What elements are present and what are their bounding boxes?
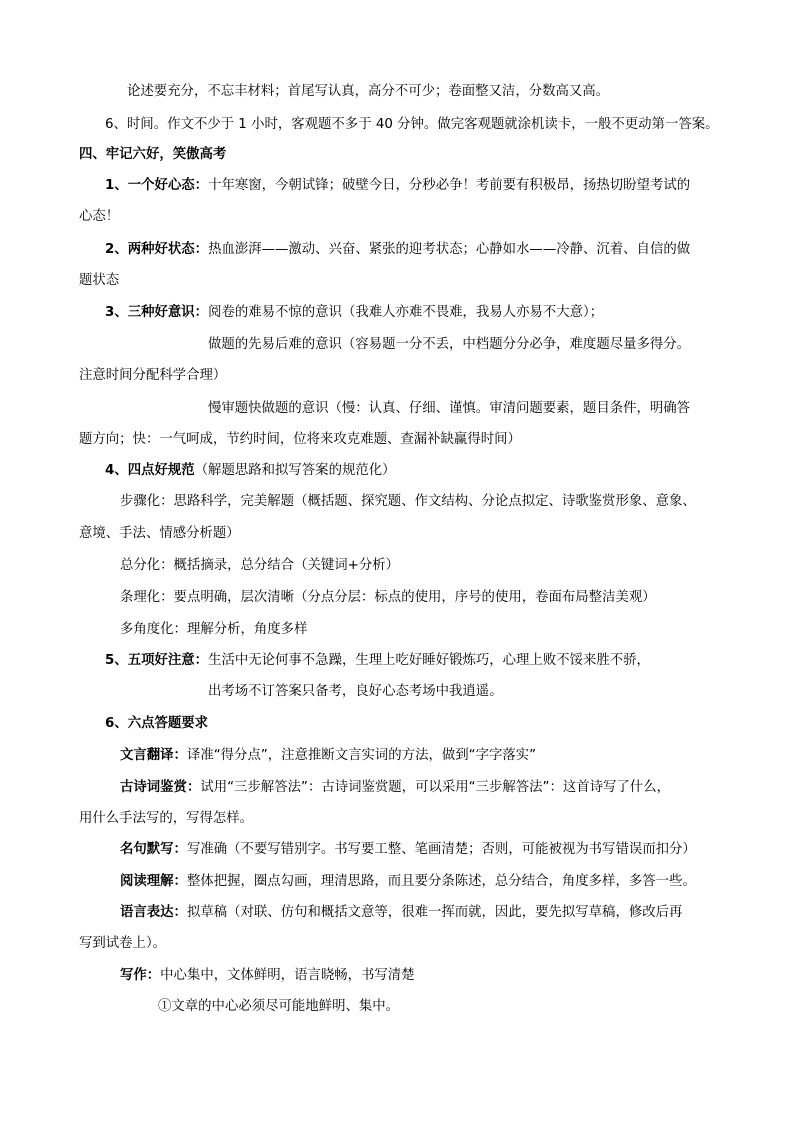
item-text: 译准“得分点”，注意推断文言实词的方法，做到“字字落实” [186, 748, 537, 763]
item-text: 写准确（不要写错别字。书写要工整、笔画清楚；否则，可能被视为书写错误而扣分） [186, 842, 696, 857]
item-heading: 5、五项好注意： [105, 653, 209, 668]
text-line [105, 462, 396, 480]
text-line [120, 967, 415, 985]
item-heading: 名句默写： [120, 842, 187, 857]
text-line [105, 241, 690, 259]
text-line [120, 747, 536, 765]
text-line: 题状态 [79, 273, 120, 288]
item-text: 生活中无论何事不急躁，生理上吃好睡好锻炼巧，心理上败不馁来胜不骄， [208, 653, 650, 668]
text-line: 出考场不订答案只备考，良好心态考场中我逍遥。 [208, 684, 503, 699]
item-heading: 4、四点好规范 [105, 463, 195, 478]
text-line: 心态！ [79, 209, 120, 224]
text-line [105, 177, 690, 195]
text-line: 总分化：概括摘录，总分结合（关键词+分析） [120, 558, 400, 573]
item-heading: 阅读理解： [120, 874, 187, 889]
item-heading: 3、三种好意识： [105, 305, 209, 320]
text-line: 论述要充分，不忘丰材料；首尾写认真，高分不可少；卷面整又洁，分数高又高。 [127, 84, 610, 99]
text-line: 慢审题快做题的意识（慢：认真、仔细、谨慎。审清问题要素，题目条件，明确答 [208, 401, 691, 416]
item-text: 拟草稿（对联、仿句和概括文意等，很难一挥而就，因此，要先拟写草稿，修改后再 [186, 905, 683, 920]
item-heading: 写作： [120, 968, 161, 983]
item-text: 中心集中，文体鲜明，语言晓畅，书写清楚 [160, 968, 415, 983]
text-line [120, 904, 682, 922]
text-line [120, 873, 696, 891]
text-line: 写到试卷上）。 [79, 936, 167, 951]
text-line [105, 304, 603, 322]
item-text: （解题思路和拟写答案的规范化） [194, 463, 396, 478]
item-heading: 语言表达： [120, 905, 187, 920]
text-line: 6、时间。作文不少于 1 小时，客观题不多于 40 分钟。做完客观题就涂机读卡，一般不更动第一答案。 [105, 117, 719, 132]
text-line: ①文章的中心必须尽可能地鲜明、集中。 [158, 999, 400, 1014]
text-line: 题方向；快：一气呵成，节约时间，位将来攻克难题、查漏补缺赢得时间） [79, 432, 521, 447]
item-heading: 6、六点答题要求 [105, 716, 209, 731]
item-heading: 文言翻译： [120, 748, 187, 763]
item-text: 十年寒窗，今朝试锋；破壁今日，分秒必争！考前要有积极昂，扬热切盼望考试的 [208, 178, 691, 193]
text-line [120, 841, 696, 859]
text-line: 条理化：要点明确，层次清晰（分点分层：标点的使用，序号的使用，卷面布局整洁美观） [120, 590, 656, 605]
text-line: 用什么手法写的，写得怎样。 [79, 811, 254, 826]
text-line: 注意时间分配科学合理） [79, 368, 227, 383]
text-line: 步骤化：思路科学，完美解题（概括题、探究题、作文结构、分论点拟定、诗歌鉴赏形象、意象、 [120, 494, 696, 509]
item-text: 试用“三步解答法”：古诗词鉴赏题，可以采用“三步解答法”：这首诗写了什么， [200, 780, 670, 795]
text-line: 意境、手法、情感分析题） [79, 526, 240, 541]
item-heading: 2、两种好状态： [105, 242, 209, 257]
item-text: 阅卷的难易不惊的意识（我难人亦难不畏难，我易人亦易不大意）； [208, 305, 604, 320]
item-heading: 古诗词鉴赏： [120, 780, 201, 795]
item-heading: 1、一个好心态： [105, 178, 209, 193]
section-heading: 四、牢记六好，笑傲高考 [79, 147, 227, 162]
item-text: 整体把握，圈点勾画，理清思路，而且要分条陈述，总分结合，角度多样，多答一些。 [186, 874, 696, 889]
text-line [105, 652, 650, 670]
text-line: 多角度化：理解分析，角度多样 [120, 622, 308, 637]
item-text: 热血澎湃——激动、兴奋、紧张的迎考状态；心静如水——冷静、沉着、自信的做 [208, 242, 691, 257]
text-line: 做题的先易后难的意识（容易题一分不丢，中档题分分必争，难度题尽量多得分。 [208, 337, 691, 352]
text-line [120, 779, 670, 797]
